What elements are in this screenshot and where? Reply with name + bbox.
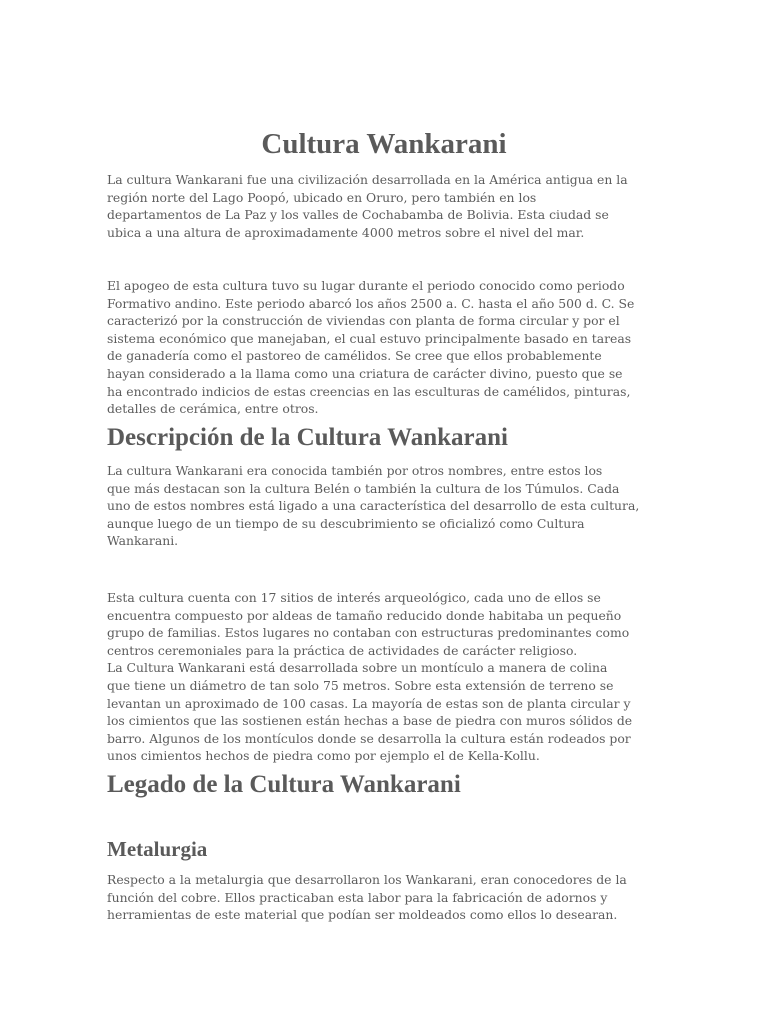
paragraph-line: hayan considerado a la llama como una criatura de carácter divino, puesto que se [107, 365, 623, 381]
paragraph-line: centros ceremoniales para la práctica de actividades de carácter religioso. [107, 642, 578, 658]
paragraph-line: barro. Algunos de los montículos donde se desarrolla la cultura están rodeados por [107, 730, 631, 746]
subsection-heading-metalurgia: Metalurgia [107, 837, 208, 861]
paragraph-line: La cultura Wankarani era conocida también por otros nombres, entre estos los [107, 463, 603, 478]
section-heading-descripcion: Descripción de la Cultura Wankarani [107, 424, 508, 451]
paragraph-intro [107, 171, 667, 241]
paragraph-metalurgia [107, 871, 667, 924]
paragraph-sitios [107, 589, 667, 765]
paragraph-apogeo [107, 277, 667, 418]
paragraph-line: detalles de cerámica, entre otros. [107, 401, 319, 417]
paragraph-line: herramientas de este material que podían ser moldeados como ellos lo desearan. [107, 907, 618, 923]
paragraph-line: La Cultura Wankarani está desarrollada sobre un montículo a manera de colina [107, 660, 608, 676]
paragraph-line: departamentos de La Paz y los valles de Cochabamba de Bolivia. Esta ciudad se [107, 207, 609, 223]
paragraph-line: que tiene un diámetro de tan solo 75 metros. Sobre esta extensión de terreno se [107, 677, 614, 693]
paragraph-line: Formativo andino. Este periodo abarcó los años 2500 a. C. hasta el año 500 d. C. Se [107, 295, 635, 311]
paragraph-line: los cimientos que las sostienen están hechas a base de piedra con muros sólidos de [107, 713, 633, 729]
section-heading-legado: Legado de la Cultura Wankarani [107, 771, 461, 798]
paragraph-line: Respecto a la metalurgia que desarrollaron los Wankarani, eran conocedores de la [107, 872, 627, 887]
paragraph-line: ubica a una altura de aproximadamente 4000 metros sobre el nivel del mar. [107, 224, 585, 240]
paragraph-line: unos cimientos hechos de piedra como por ejemplo el de Kella-Kollu. [107, 748, 540, 764]
paragraph-line: de ganadería como el pastoreo de camélidos. Se cree que ellos probablemente [107, 348, 602, 364]
paragraph-line: grupo de familias. Estos lugares no contaban con estructuras predominantes como [107, 625, 630, 641]
paragraph-nombres [107, 462, 667, 550]
paragraph-line: encuentra compuesto por aldeas de tamaño reducido donde habitaba un pequeño [107, 607, 622, 623]
paragraph-line: Esta cultura cuenta con 17 sitios de interés arqueológico, cada uno de ellos se [107, 590, 601, 605]
paragraph-line: Wankarani. [107, 533, 179, 549]
paragraph-line: El apogeo de esta cultura tuvo su lugar durante el periodo conocido como periodo [107, 278, 625, 293]
paragraph-line: sistema económico que manejaban, el cual estuvo principalmente basado en tareas [107, 330, 632, 346]
paragraph-line: uno de estos nombres está ligado a una característica del desarrollo de esta cultura, [107, 498, 640, 514]
paragraph-line: aunque luego de un tiempo de su descubrimiento se oficializó como Cultura [107, 515, 585, 531]
paragraph-line: función del cobre. Ellos practicaban esta labor para la fabricación de adornos y [107, 889, 608, 905]
paragraph-line: La cultura Wankarani fue una civilización desarrollada en la América antigua en la [107, 172, 628, 187]
paragraph-line: que más destacan son la cultura Belén o también la cultura de los Túmulos. Cada [107, 480, 620, 496]
paragraph-line: caracterizó por la construcción de viviendas con planta de forma circular y por el [107, 313, 620, 329]
paragraph-line: ha encontrado indicios de estas creencias en las esculturas de camélidos, pinturas, [107, 383, 631, 399]
page-title: Cultura Wankarani [261, 128, 507, 160]
paragraph-line: levantan un aproximado de 100 casas. La mayoría de estas son de planta circular y [107, 695, 631, 711]
paragraph-line: región norte del Lago Poopó, ubicado en Oruro, pero también en los [107, 189, 537, 205]
